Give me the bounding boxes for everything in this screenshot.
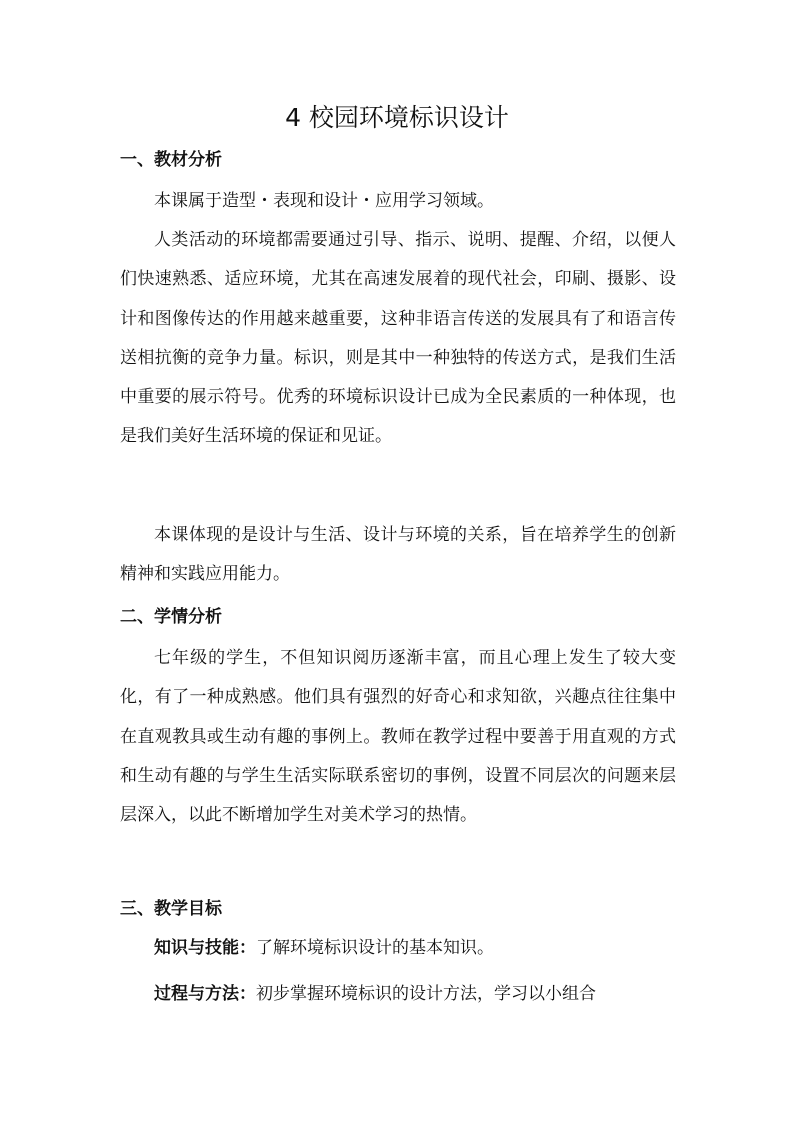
- paragraph: 本课属于造型・表现和设计・应用学习领域。: [154, 191, 494, 211]
- goal-item: [120, 975, 676, 1014]
- paragraph: 七年级的学生，不但知识阅历逐渐丰富，而且心理上发生了较大变化，有了一种成熟感。他们具有强烈的好奇心和求知欲，兴趣点往往集中在直观教具或生动有趣的事例上。教师在教学过程中要善于用直观的方式和生动有趣的与学生生活实际联系密切的事例，设置不同层次的问题来层层深入，以此不断增加学生对美术学习的热情。: [120, 648, 676, 826]
- goal-label: 知识与技能：: [154, 938, 256, 958]
- section-heading-textbook-analysis: 一、教材分析: [120, 150, 222, 170]
- goal-text: 初步掌握环境标识的设计方法，学习以小组合: [256, 984, 596, 1004]
- paragraph: 本课体现的是设计与生活、设计与环境的关系，旨在培养学生的创新精神和实践应用能力。: [120, 525, 676, 585]
- goal-label: 过程与方法：: [154, 984, 256, 1004]
- goal-text: 了解环境标识设计的基本知识。: [256, 938, 494, 958]
- section-heading-teaching-goals: 三、教学目标: [120, 899, 222, 919]
- document-title: 4 校园环境标识设计: [285, 103, 509, 132]
- paragraph: 人类活动的环境都需要通过引导、指示、说明、提醒、介绍，以便人们快速熟悉、适应环境，尤其在高速发展着的现代社会，印刷、摄影、设计和图像传达的作用越来越重要，这种非语言传送的发展具有了和语言传送相抗衡的竞争力量。标识，则是其中一种独特的传送方式，是我们生活中重要的展示符号。优秀的环境标识设计已成为全民素质的一种体现，也是我们美好生活环境的保证和见证。: [120, 230, 676, 447]
- section-heading-student-analysis: 二、学情分析: [120, 607, 222, 627]
- goal-item: [120, 929, 676, 968]
